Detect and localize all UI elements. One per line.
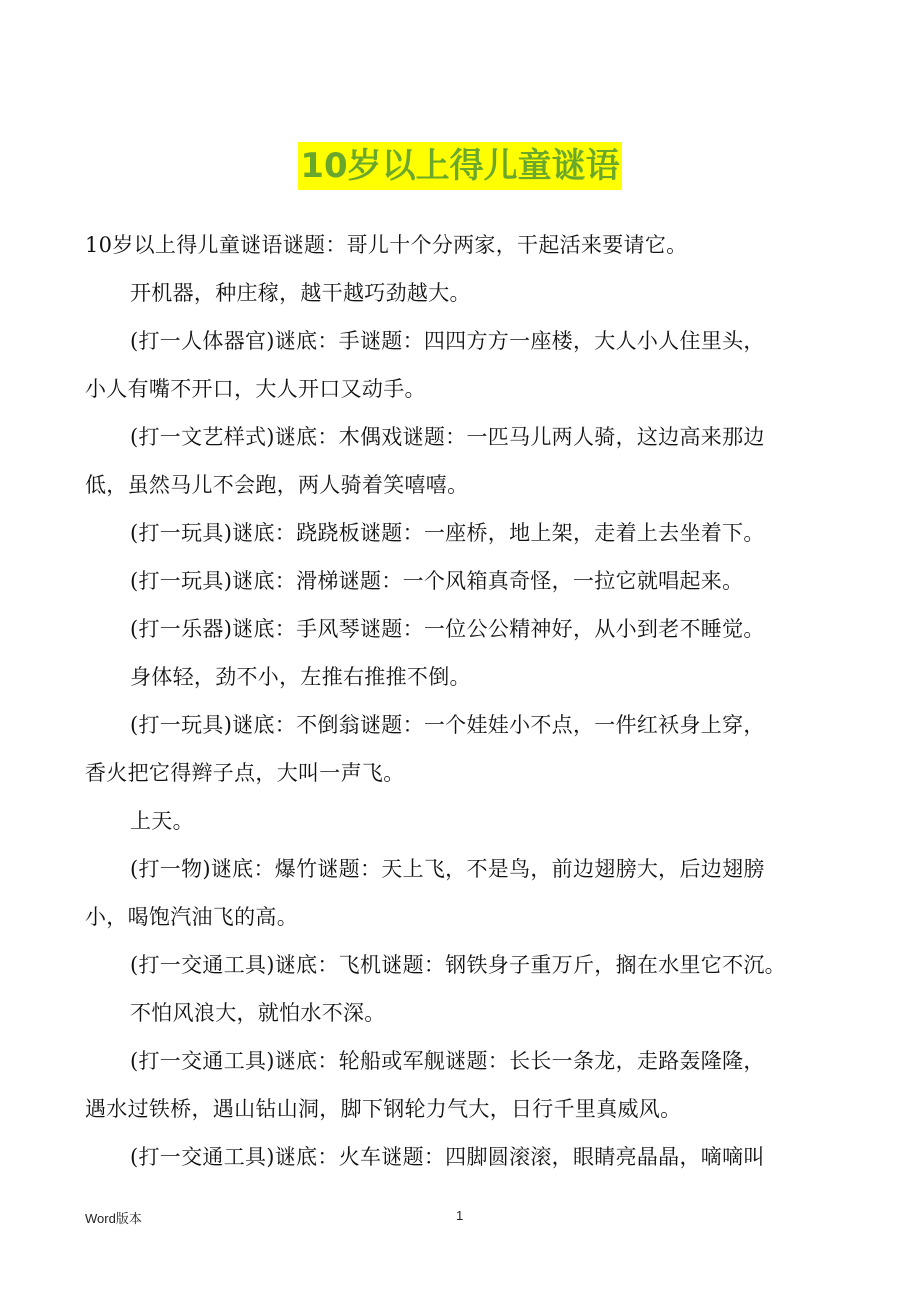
text-line-6: 低，虽然马儿不会跑，两人骑着笑嘻嘻。 [85,473,469,497]
text-line-5: (打一文艺样式)谜底：木偶戏谜题：一匹马儿两人骑，这边高来那边 [130,425,765,449]
text-line-18: (打一交通工具)谜底：轮船或军舰谜题：长长一条龙，走路轰隆隆， [130,1049,765,1073]
text-line-9: (打一乐器)谜底：手风琴谜题：一位公公精神好，从小到老不睡觉。 [130,617,765,641]
text-line-15: 小，喝饱汽油飞的高。 [85,905,298,929]
title-container [0,142,920,190]
page-number: 1 [456,1208,464,1223]
text-line-8: (打一玩具)谜底：滑梯谜题：一个风箱真奇怪，一拉它就唱起来。 [130,569,744,593]
footer-label: Word版本 [85,1211,142,1226]
text-line-19: 遇水过铁桥，遇山钻山洞，脚下钢轮力气大，日行千里真威风。 [85,1097,682,1121]
text-line-4: 小人有嘴不开口，大人开口又动手。 [85,377,426,401]
text-line-7: (打一玩具)谜底：跷跷板谜题：一座桥，地上架，走着上去坐着下。 [130,521,765,545]
text-line-13: 上天。 [130,809,194,833]
text-line-12: 香火把它得辫子点，大叫一声飞。 [85,761,405,785]
text-line-1: 10岁以上得儿童谜语谜题：哥儿十个分两家，干起活来要请它。 [85,233,688,257]
text-line-10: 身体轻，劲不小，左推右推推不倒。 [130,665,471,689]
text-line-20: (打一交通工具)谜底：火车谜题：四脚圆滚滚，眼睛亮晶晶，嘀嘀叫 [130,1145,765,1169]
page-title: 10岁以上得儿童谜语 [298,142,621,190]
text-line-16: (打一交通工具)谜底：飞机谜题：钢铁身子重万斤，搁在水里它不沉。 [130,953,786,977]
text-line-2: 开机器，种庄稼，越干越巧劲越大。 [130,281,471,305]
text-line-14: (打一物)谜底：爆竹谜题：天上飞，不是鸟，前边翅膀大，后边翅膀 [130,857,765,881]
text-line-17: 不怕风浪大，就怕水不深。 [130,1001,386,1025]
text-line-11: (打一玩具)谜底：不倒翁谜题：一个娃娃小不点，一件红袄身上穿， [130,713,765,737]
text-line-3: (打一人体器官)谜底：手谜题：四四方方一座楼，大人小人住里头， [130,329,765,353]
